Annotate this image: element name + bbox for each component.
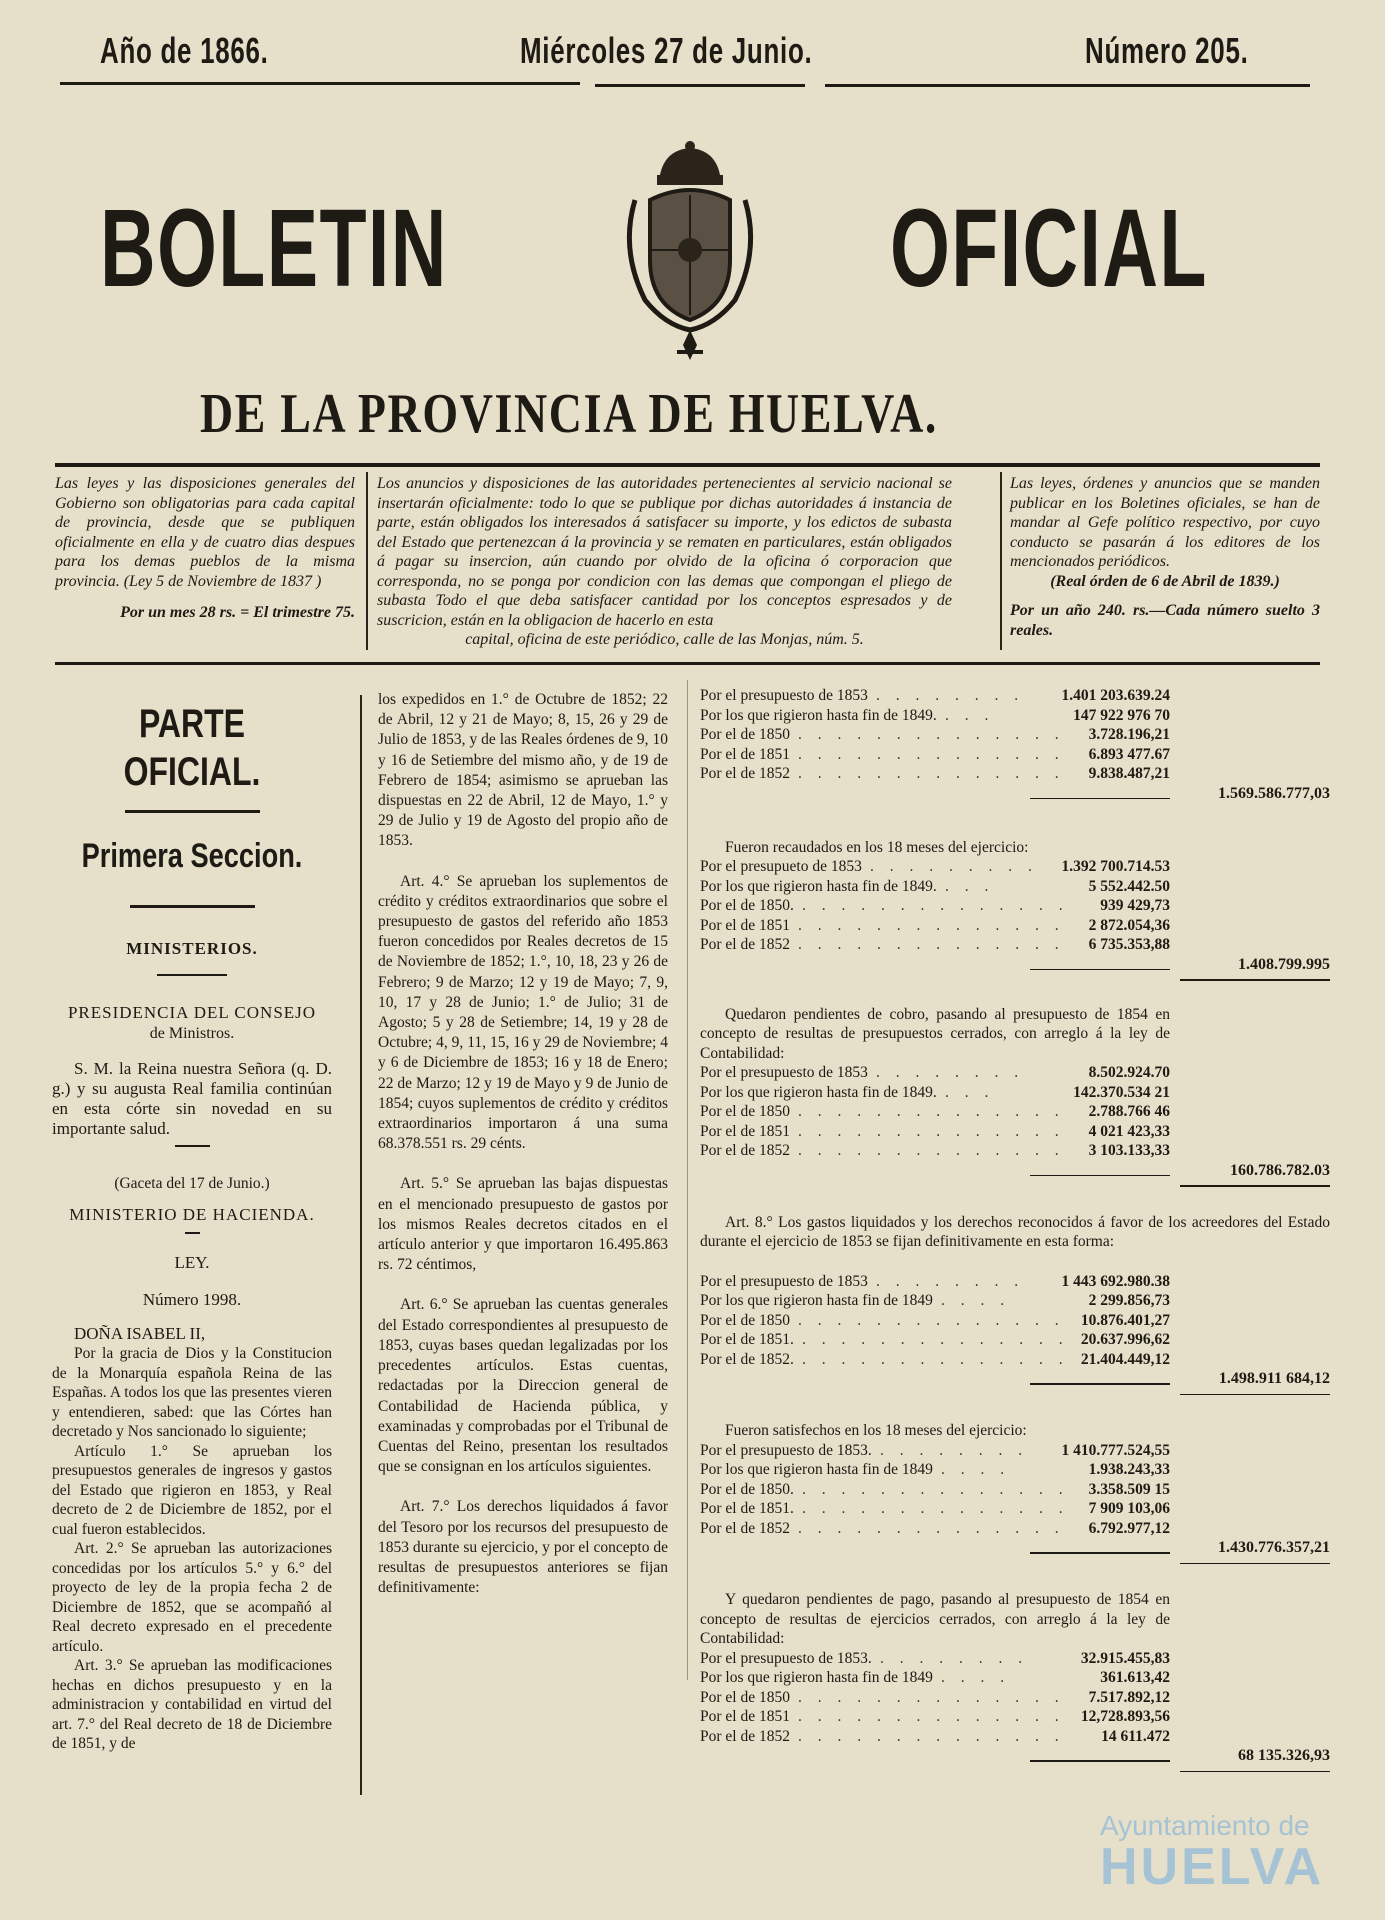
row-label: Por el de 1852 [700,1727,790,1745]
row-value: 142.370.534 21 [1073,1083,1170,1101]
row-label: Por el de 1851 [700,1122,790,1140]
row-value: 8.502.924.70 [1088,1064,1170,1081]
row-value: 9.838.487,21 [1088,765,1170,782]
title-oficial: OFICIAL [890,187,1208,310]
leader-dots: . . . . . . . . . . . . . . [798,1103,1065,1120]
table-row [700,686,1330,706]
ornament-divider [157,974,227,976]
table-row [700,706,1330,726]
leader-dots: . . . . . . . . . . . . . . [798,1688,1065,1706]
row-value: 7.517.892,12 [1088,1688,1170,1706]
column-1 [52,700,332,1754]
table-row [700,896,1330,916]
notice-rule-top [55,463,1320,467]
table-total [700,1161,1330,1185]
row-label: Por el presupuesto de 1853 [700,1272,868,1290]
table-row [700,857,1330,877]
article-5: Art. 5.° Se aprueban las bajas dispuestas en el mencionado presupuesto de gastos por los mismos Reales decretos citados en el artículo anterior y que importaron 16.495.863 rs. 72 céntimos, [378,1175,668,1274]
row-value: 1.392 700.714.53 [1061,858,1170,875]
table-row [700,745,1330,765]
notice-orders-text: Las leyes, órdenes y anuncios que se manden publicar en los Boletines oficiales, se han de mandar al Gefe político respectivo, por cuyo conducto se pasarán á los editores de los mencionados periódicos. [1010,475,1320,570]
table-row [700,1668,1330,1688]
row-value: 6.792.977,12 [1088,1519,1170,1537]
leader-dots: . . . [945,877,995,895]
leader-dots: . . . . . . . . . . . . . . [802,1500,1069,1517]
leader-dots: . . . . . . . . . . . . . . [798,765,1065,782]
column-2 [378,690,668,1598]
row-label: Por el de 1851 [700,745,790,763]
heading-hacienda: MINISTERIO DE HACIENDA. [69,1205,315,1224]
leader-dots: . . . . . . . . . . . . . . [802,1480,1069,1498]
row-label: Por el de 1850 [700,1103,790,1120]
row-value: 3.358.509 15 [1088,1480,1170,1498]
leader-dots: . . . [945,706,995,724]
leader-dots: . . . . . . . . . . . . . . [798,1708,1065,1725]
row-label: Por el presupuesto de 1853. [700,1441,872,1459]
row-label: Por el de 1852 [700,1519,790,1537]
table-row [700,1499,1330,1519]
notice-rule-bottom [55,662,1320,665]
table-row [700,1083,1330,1103]
total-value: 1.408.799.995 [1238,955,1330,973]
issue-year: Año de 1866. [100,30,269,71]
column-3 [700,686,1330,1770]
table-pendientes-pago [700,1590,1330,1770]
row-label: Por el de 1851. [700,1500,794,1517]
table-pendientes-cobro [700,1005,1330,1185]
notice-price-month: Por un mes 28 rs. = El trimestre 75. [120,604,355,621]
row-value: 5 552.442.50 [1088,877,1170,895]
row-value: 12,728.893,56 [1080,1708,1170,1725]
notice-orders [1010,474,1320,640]
row-value: 3 103.133,33 [1088,1142,1170,1159]
table-intro: Quedaron pendientes de cobro, pasando al presupuesto de 1854 en concepto de resultas de presupuestos cerrados, con arreglo á la ley de Contabilidad: [700,1005,1170,1062]
table-row [700,1330,1330,1350]
leader-dots: . . . . [941,1669,1011,1686]
title-provincia: DE LA PROVINCIA DE HUELVA. [200,383,938,445]
row-label: Por el de 1850 [700,726,790,743]
table-row [700,1649,1330,1669]
row-label: Por el de 1851 [700,916,790,934]
column-divider [366,472,368,650]
row-label: Por los que rigieron hasta fin de 1849 [700,1669,933,1686]
table-recaudados [700,838,1330,979]
table-total [700,784,1330,808]
watermark-line1: Ayuntamiento de [1100,1810,1310,1841]
issue-date: Miércoles 27 de Junio. [520,30,813,71]
leader-dots: . . . . . . . . [876,1272,1025,1290]
masthead-bar [50,30,1335,82]
masthead-rule [825,84,1310,87]
table-row [700,916,1330,936]
royal-crest-icon [605,140,775,370]
leader-dots: . . . . [941,1292,1011,1309]
article-8: Art. 8.° Los gastos liquidados y los derechos reconocidos á favor de los acreedores del Estado durante el ejercicio de 1853 se fijan definitivamente en esta forma: [700,1213,1330,1250]
article-4: Art. 4.° Se aprueban los suplementos de crédito y créditos extraordinarios que sobre el presupuesto de gastos del referido año 1853 fueron concedidos por Reales decretos de 15 de Noviembre de 1852; 1.°, 10, 18, 23 y 26 de Febrero; 9 de Marzo; 12 y 19 de Mayo; 7, 9, 10, 17 y 28 de Junio; 1.° de Julio; 31 de Agosto; 5 y 28 de Setiembre; 14, 19 y 28 de Octubre; 4, 9, 11, 15, 16 y 29 de Noviembre; 4 y 6 de Diciembre de 1853; 16 y 18 de Enero; 22 de Marzo; 12 y 19 de Mayo y 9 de Junio de 1854; cuyos suplementos de crédito y créditos extraordinarios importaron á una suma 68.378.551 rs. 29 cénts. [378,872,668,1153]
table-row [700,1291,1330,1311]
table-row [700,1311,1330,1331]
heading-ley: LEY. [174,1252,210,1272]
row-label: Por el presupuesto de 1853 [700,687,868,704]
notice-announcements-text: Los anuncios y disposiciones de las autoridades pertenecientes al servicio nacional se insertarán oficialmente: todo lo que se publique por dichas autoridades á instancia de parte, están obligados los interesados á satisfacer su importe, y los edictos de subasta del Estado que pertenezcan á la provincia y se rematen en particulares, están obligados á pagar su insercion, aún cuando por olvido de la oficina ó corporacion que corresponda, no se ponga por condicion con las demas que compongan el pliego de subasta Todo el que deba satisfacer cantidad por los conceptos espresados y de suscricion, están en la obligacion de hacerlo en esta [377,475,952,629]
leader-dots: . . . . . . . . . . . . . . [798,1727,1065,1745]
leader-dots: . . . . . . . . [876,1064,1025,1081]
heading-parte-oficial: PARTE OFICIAL. [123,702,261,794]
leader-dots: . . . . . . . . [880,1649,1029,1667]
heading-isabel: DOÑA ISABEL II, [74,1323,206,1343]
table-total [700,955,1330,979]
notice-laws [55,474,355,623]
notice-announcements-last: capital, oficina de este periódico, calle de las Monjas, núm. 5. [465,631,864,648]
paragraph-reina: S. M. la Reina nuestra Señora (q. D. g.) y su augusta Real familia continúan en esta córte sin novedad en su importante salud. [52,1058,332,1138]
heading-ministerios: MINISTERIOS. [126,939,258,958]
table-intro: Fueron recaudados en los 18 meses del ejercicio: [725,838,1029,856]
ornament-divider [125,810,260,813]
table-intro: Y quedaron pendientes de pago, pasando al presupuesto de 1854 en concepto de resultas de ejercicios cerrados, con arreglo á la ley de Contabilidad: [700,1591,1170,1647]
article-2: Art. 2.° Se aprueban las autorizaciones concedidas por los artículos 5.° y 6.° del proyecto de ley de la propia fecha 2 de Diciembre de 1852, que se acompañó al Real decreto expresado en el precedente artículo. [52,1540,332,1655]
issue-number: Número 205. [1085,30,1249,71]
row-value: 14 611.472 [1101,1727,1170,1745]
row-label: Por el de 1850 [700,1311,790,1329]
table-row [700,1350,1330,1370]
leader-dots: . . . . . . . . [880,1441,1029,1459]
masthead-rule [60,82,580,85]
table-row [700,725,1330,745]
title-boletin: BOLETIN [100,187,448,310]
table-satisfechos [700,1421,1330,1562]
watermark-ayuntamiento [1100,1810,1325,1896]
table-row [700,1460,1330,1480]
table-row [700,1122,1330,1142]
row-value: 1.938.243,33 [1088,1461,1170,1478]
row-label: Por el de 1852 [700,1142,790,1159]
leader-dots: . . . . . . . . . . . . . . [798,726,1065,743]
row-label: Por el de 1852 [700,936,790,953]
row-value: 1 410.777.524,55 [1061,1441,1170,1459]
heading-primera-seccion: Primera Seccion. [81,837,303,875]
row-label: Por los que rigieron hasta fin de 1849. [700,877,937,895]
total-value: 68 135.326,93 [1238,1747,1330,1764]
paragraph-intro: Por la gracia de Dios y la Constitucion de la Monarquía española Reina de las Españas. A todos los que las presentes vieren y entendieren, sabed: que las Córtes han decretado y Nos sancionado lo siguiente; [52,1345,332,1440]
row-value: 6 735.353,88 [1088,936,1170,953]
total-value: 1.430.776.357,21 [1218,1539,1330,1556]
row-value: 6.893 477.67 [1088,745,1170,763]
notice-laws-text: Las leyes y las disposiciones generales del Gobierno son obligatorias para cada capital de provincia, desde que se publiquen oficialmente en ella y de cuatro dias despues para los demas pueblos de la misma provincia. (Ley 5 de Noviembre de 1837 ) [55,475,355,590]
row-label: Por los que rigieron hasta fin de 1849 [700,1461,933,1478]
leader-dots: . . . [945,1083,995,1101]
table-derechos-liquidados [700,686,1330,808]
row-label: Por el de 1852. [700,1350,794,1368]
divider [185,1232,200,1234]
leader-dots: . . . . . . . . . . . . . . [798,745,1065,763]
notice-announcements [377,474,952,650]
article-7: Art. 7.° Los derechos liquidados á favor del Tesoro por los recursos del presupuesto de 1853 durante su ejercicio, y por el concepto de resultas de presupuestos anteriores se fijan definitivamente: [378,1498,668,1597]
gaceta-reference: (Gaceta del 17 de Junio.) [114,1174,270,1192]
table-total [700,1369,1330,1393]
leader-dots: . . . . . . . . . . . . . . [802,897,1069,914]
row-label: Por los que rigieron hasta fin de 1849 [700,1292,933,1309]
table-gastos-liquidados [700,1272,1330,1394]
article-1: Artículo 1.° Se aprueban los presupuestos generales de ingresos y gastos del Estado que rigieron en 1853, y Real decreto de 2 de Diciembre de 1852, por el cual fueron establecidos. [52,1442,332,1538]
heading-presidencia: PRESIDENCIA DEL CONSEJO [67,1002,317,1022]
leader-dots: . . . . [941,1461,1011,1478]
row-label: Por el de 1852 [700,765,790,782]
leader-dots: . . . . . . . . . . . . . . [798,916,1065,934]
table-row [700,1102,1330,1122]
table-row [700,1441,1330,1461]
leader-dots: . . . . . . . . . . . . . . [798,1311,1065,1329]
table-row [700,1519,1330,1539]
article-3: Art. 3.° Se aprueban las modificaciones hechas en dichos presupuesto y en la administracion y contabilidad en virtud del art. 7.° del Real decreto de 18 de Diciembre de 1851, y de [52,1657,332,1752]
masthead-rule [595,84,805,87]
row-label: Por los que rigieron hasta fin de 1849. [700,1083,937,1101]
total-value: 1.498.911 684,12 [1218,1370,1330,1387]
row-value: 4 021 423,33 [1088,1122,1170,1140]
heading-numero: Número 1998. [142,1290,242,1309]
column-divider [687,680,688,1680]
leader-dots: . . . . . . . . . . . . . . [798,1122,1065,1140]
row-label: Por los que rigieron hasta fin de 1849. [700,706,937,724]
row-value: 21.404.449,12 [1080,1350,1170,1368]
row-value: 1.401 203.639.24 [1061,687,1170,704]
heading-presidencia-sub: de Ministros. [149,1025,235,1042]
row-label: Por el presupuesto de 1853 [700,1064,868,1081]
table-row [700,1141,1330,1161]
total-value: 1.569.586.777,03 [1218,784,1330,802]
row-value: 2.788.766 46 [1088,1103,1170,1120]
row-label: Por el de 1851. [700,1331,794,1348]
total-value: 160.786.782.03 [1230,1161,1330,1179]
row-label: Por el presupueto de 1853 [700,858,862,875]
row-value: 32.915.455,83 [1080,1649,1170,1667]
leader-dots: . . . . . . . . [876,687,1025,704]
leader-dots: . . . . . . . . . . . . . . [802,1331,1069,1348]
leader-dots: . . . . . . . . . . . . . . [798,1142,1065,1159]
table-row [700,1272,1330,1292]
table-intro: Fueron satisfechos en los 18 meses del ejercicio: [725,1422,1027,1439]
table-total [700,1538,1330,1562]
notice-price-year: Por un año 240. rs.—Cada número suelto 3 reales. [1010,602,1320,639]
row-value: 147 922 976 70 [1073,706,1170,724]
column-divider [360,695,362,1795]
divider [175,1145,210,1147]
table-row [700,935,1330,955]
leader-dots: . . . . . . . . . . . . . . [798,1519,1065,1537]
paragraph-continuation: los expedidos en 1.° de Octubre de 1852; 22 de Abril, 12 y 21 de Mayo; 8, 15, 26 y 29 de Julio de 1853, y de las Reales órdenes de 9, 10 y 16 de Setiembre del mismo año, y de 19 de Febrero de 1854; asimismo se aprueban las dispuestas en 22 de Abril, 12 de Mayo, 1.° y 29 de Julio y 19 de Agosto del propio año de 1853. [378,691,668,850]
leader-dots: . . . . . . . . . [870,858,1038,875]
column-divider [1000,472,1002,650]
row-value: 361.613,42 [1100,1669,1170,1686]
notice-orders-ref: (Real órden de 6 de Abril de 1839.) [1050,572,1280,590]
watermark-line2: HUELVA [1100,1838,1325,1896]
row-value: 939 429,73 [1100,897,1170,914]
table-row [700,1707,1330,1727]
row-value: 20.637.996,62 [1080,1331,1170,1348]
leader-dots: . . . . . . . . . . . . . . [802,1350,1069,1368]
row-value: 10.876.401,27 [1080,1311,1170,1329]
row-value: 2 299.856,73 [1088,1292,1170,1309]
table-row [700,1063,1330,1083]
row-label: Por el de 1850 [700,1688,790,1706]
row-value: 1 443 692.980.38 [1061,1272,1170,1290]
leader-dots: . . . . . . . . . . . . . . [798,936,1065,953]
row-label: Por el de 1850. [700,897,794,914]
article-6: Art. 6.° Se aprueban las cuentas generales del Estado correspondientes al presupuesto de 1853, cuyas bases quedan legalizadas por los precedentes artículos. Estas cuentas, redactadas por la Direccion general de Contabilidad de Hacienda pública, y examinadas y comprobadas por el Tribunal de Cuentas del Reino, presentan los resultados que se consignan en los artículos siguientes. [378,1296,668,1476]
row-label: Por el presupuesto de 1853. [700,1649,872,1667]
row-value: 2 872.054,36 [1088,916,1170,934]
table-row [700,1688,1330,1708]
row-value: 3.728.196,21 [1088,726,1170,743]
table-row [700,1480,1330,1500]
table-row [700,764,1330,784]
row-label: Por el de 1851 [700,1708,790,1725]
row-value: 7 909 103,06 [1088,1500,1170,1517]
table-row [700,1727,1330,1747]
ornament-divider [130,905,255,908]
table-total [700,1746,1330,1770]
row-label: Por el de 1850. [700,1480,794,1498]
table-row [700,877,1330,897]
